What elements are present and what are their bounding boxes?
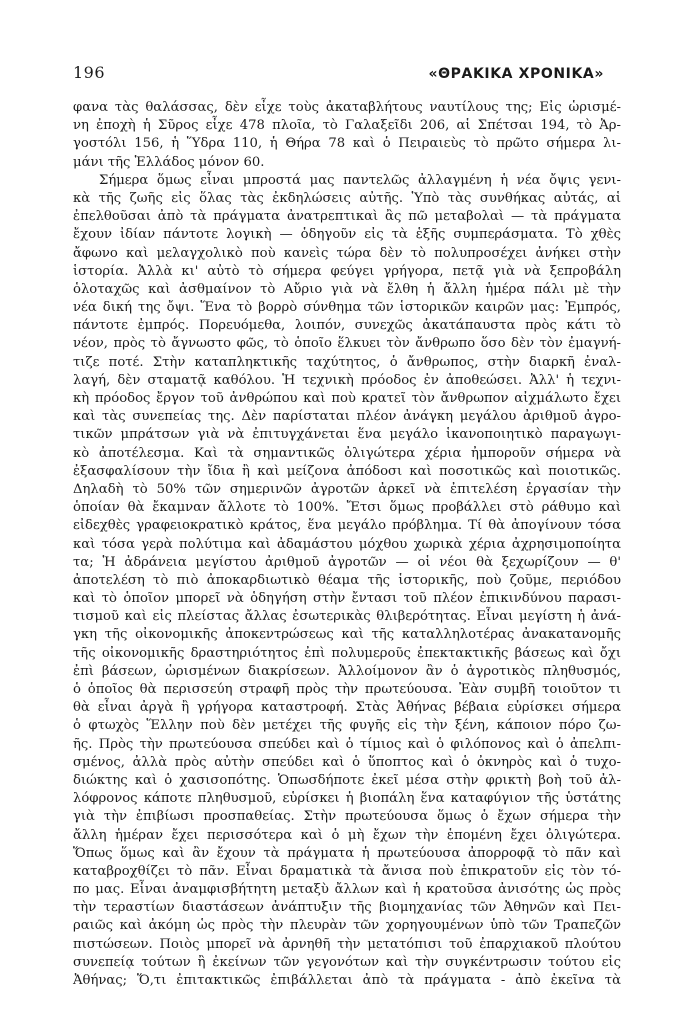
text-line: κὴ πρόοδος ἔργον τοῦ ἀνθρώπου καὶ ποὺ κρατεῖ τὸν ἄνθρωπον αἰχμάλωτο ἔχει [73, 391, 621, 406]
text-line: τα; Ἡ ἀδράνεια μεγίστου ἀριθμοῦ ἀγροτῶν — οἱ νέοι θὰ ξεχωρίζουν — θ' [73, 554, 621, 570]
text-line: ἄλλη ἡμέραν ἔχει περισσότερα καὶ ὁ μὴ ἔχων τὴν ἑπομένη ἔχει ὀλιγώτερα. [73, 827, 621, 843]
text-line: λαγή, δὲν σταματᾷ καθόλου. Ἡ τεχνικὴ πρόοδος ἐν ἀποθεώσει. Ἀλλ' ἡ τεχνι- [73, 372, 621, 388]
text-line: ὁλοταχῶς καὶ ἀσθμαίνον τὸ Αὔριο γιὰ νὰ ἔλθη ἡ ἄλλη ἡμέρα πάλι μὲ τὴν [73, 281, 621, 297]
text-line: συνεπείᾳ τούτων ἢ ἐκείνων τῶν γεγονότων καὶ τὴν συγκέντρωσιν τούτου εἰς [73, 954, 621, 970]
text-line: τισμοῦ καὶ εἰς πλείστας ἄλλας ἐσωτερικὰς θλιβερότητας. Εἶναι μεγίστη ἡ ἀνά- [73, 609, 621, 625]
text-line: γιὰ τὴν ἐπιβίωσι προσπαθείας. Στὴν πρωτεύουσα ὅμως ὁ ἔχων σήμερα τὴν [73, 809, 621, 825]
body-text [73, 99, 621, 990]
text-line: ἐξασφαλίσουν τὴν ἴδια ἢ καὶ μείζονα ἀπόδοσι καὶ ποσοτικῶς καὶ ποιοτικῶς. [73, 463, 621, 479]
text-line: λόφρονος κάποτε πληθυσμοῦ, εὑρίσκει ἡ βιοπάλη ἕνα καταφύγιον τῆς ὑστάτης [73, 791, 621, 807]
text-line: ἀποτελέση τὸ πιὸ ἀποκαρδιωτικὸ θέαμα τῆς ἱστορικῆς, ποὺ ζοῦμε, περιόδου [73, 572, 621, 588]
text-line: Ὅπως ὅμως καὶ ἂν ἔχουν τὰ πράγματα ἡ πρωτεύουσα ἀπορροφᾷ τὸ πᾶν καὶ [73, 845, 621, 861]
text-line: φανα τὰς θαλάσσας, δὲν εἶχε τοὺς ἀκαταβλήτους ναυτίλους της; Εἰς ὡρισμέ- [73, 100, 621, 115]
text-line: γοστόλι 156, ἡ Ὕδρα 110, ἡ Θήρα 78 καὶ ὁ Πειραιεὺς τὸ πρῶτο σήμερα λι- [73, 136, 621, 152]
text-line: ἄφωνο καὶ μελαγχολικὸ ποὺ κανεὶς τώρα δὲν τὸ πολυπροσέχει ἀνήκει στὴν [73, 245, 621, 261]
text-line: καταβροχθίζει τὸ πᾶν. Εἶναι δραματικὰ τὰ ἄνισα ποὺ ἐπικρατοῦν εἰς τὸν τό- [73, 863, 621, 879]
text-line: νέα δική της ὄψι. Ἕνα τὸ βορρὸ σύνθημα τῶν ἱστορικῶν καιρῶν μας: Ἐμπρός, [73, 300, 621, 316]
text-line: τικῶν μπράτσων γιὰ νὰ ἐπιτυγχάνεται ἕνα μεγάλο ἱκανοποιητικὸ παραγωγι- [73, 427, 621, 443]
text-line: ἐπὶ βάσεων, ὡρισμένων διακρίσεων. Ἀλλοίμονον ἂν ὁ ἀγροτικὸς πληθυσμός, [73, 663, 621, 679]
running-title: «ΘΡΑΚΙΚΑ ΧΡΟΝΙΚΑ» [428, 66, 604, 82]
text-line: Σήμερα ὅμως εἶναι μπροστά μας παντελῶς ἀλλαγμένη ἡ νέα ὄψις γενι- [99, 172, 621, 188]
text-line: τὴν τεραστίων διαστάσεων ἀνάπτυξιν τῆς βιομηχανίας τῶν Ἀθηνῶν καὶ Πει- [73, 900, 621, 916]
text-line: μάνι τῆς Ἑλλάδος μόνον 60. [73, 154, 265, 170]
text-line: ἱστορία. Ἀλλὰ κι' αὐτὸ τὸ σήμερα φεύγει γρήγορα, πετᾷ γιὰ νὰ ξεπροβάλη [73, 263, 621, 279]
text-line: Ἀθήνας; Ὅ,τι ἐπιτακτικῶς ἐπιβάλλεται ἀπὸ τὰ πράγματα - ἀπὸ ἐκεῖνα τὰ [73, 973, 621, 988]
text-line: νέον, πρὸς τὸ ἄγνωστο φῶς, τὸ ὁποῖο ἕλκυει τὸν ἄνθρωπο ὅσο δὲν τὸν ἐμαγνή- [73, 336, 621, 352]
text-line: κὰ τῆς ζωῆς εἰς ὅλας τὰς ἐκδηλώσεις αὐτῆς. Ὑπὸ τὰς συνθήκας αὐτάς, αἱ [73, 190, 621, 206]
text-line: τιζε ποτέ. Στὴν καταπληκτικῆς ταχύτητος, ὁ ἄνθρωπος, στὴν διαρκῆ ἐναλ- [73, 354, 621, 370]
text-line: ὁποίαν θὰ ἔκαμναν ἄλλοτε τὸ 100%. Ἔτσι ὅμως προβάλλει στὸ ράθυμο καὶ [73, 500, 621, 516]
text-line: ῆς. Πρὸς τὴν πρωτεύουσα σπεύδει καὶ ὁ τίμιος καὶ ὁ φιλόπονος καὶ ὁ ἀπελπι- [73, 736, 621, 752]
text-line: διώκτης καὶ ὁ χασισοπότης. Ὁπωσδήποτε ἐκεῖ μέσα στὴν φρικτὴ βοὴ τοῦ ἀλ- [73, 772, 621, 788]
text-line: ραιῶς καὶ ἀκόμη ὡς πρὸς τὴν πλευρὰν τῶν χορηγουμένων ὑπὸ τῶν Τραπεζῶν [73, 918, 621, 934]
text-line: πάντοτε ἐμπρός. Πορευόμεθα, λοιπόν, συνεχῶς ἀκατάπαυστα πρὸς κάτι τὸ [73, 318, 621, 334]
text-line: ὁ ὁποῖος θὰ περισσεύη στραφῆ πρὸς τὴν πρωτεύουσα. Ἐὰν συμβῆ τοιοῦτον τι [73, 682, 621, 697]
page-number: 196 [73, 63, 106, 82]
text-line: ὁ φτωχὸς Ἕλλην ποὺ δὲν μετέχει τῆς φυγῆς εἰς τὴν ξένη, κάποιον πόρο ζω- [73, 718, 621, 734]
text-line: καὶ τὸ ὁποῖον μπορεῖ νὰ ὁδηγήση στὴν ἔντασι τοῦ πλέον ἐπικινδύνου παρασι- [73, 591, 621, 607]
text-line: καὶ τὰς συνεπείας της. Δὲν παρίσταται πλέον ἀνάγκη μεγάλου ἀριθμοῦ ἀγρο- [73, 409, 621, 425]
text-line: πιστώσεων. Ποιὸς μπορεῖ νὰ ἀρνηθῆ τὴν μετατόπισι τοῦ ἐπαρχιακοῦ πλούτου [73, 936, 621, 952]
text-line: Δηλαδὴ τὸ 50% τῶν σημερινῶν ἀγροτῶν ἀρκεῖ νὰ ἐπιτελέση ἐργασίαν τὴν [73, 481, 621, 497]
text-line: τῆς οἰκονομικῆς δραστηριότητος ἐπὶ πολυμεροῦς ἐπεκτακτικῆς βάσεως καὶ ὄχι [73, 645, 621, 661]
text-line: καὶ τόσα γερὰ πολύτιμα καὶ ἀδαμάστου μόχθου χωρικὰ χέρια ἀχρησιμοποίητα [73, 536, 621, 552]
text-line: ἐπελθοῦσαι ἀπὸ τὰ πράγματα ἀνατρεπτικαὶ ἂς πῶ μεταβολαὶ — τὰ πράγματα [73, 209, 621, 225]
text-line: εἰδεχθὲς γραφειοκρατικὸ κράτος, ἕνα μεγάλο πρόβλημα. Τί θὰ ἀπογίνουν τόσα [73, 518, 621, 534]
text-line: ἔχουν ἰδίαν πάντοτε λογικὴ — ὁδηγοῦν εἰς τὰ ἑξῆς συμπεράσματα. Τὸ χθὲς [73, 227, 621, 243]
text-line: γκη τῆς οἰκονομικῆς ἀποκεντρώσεως καὶ τῆς καταλληλοτέρας ἀνακατανομῆς [73, 627, 621, 643]
page-header [73, 63, 604, 85]
text-line: κὸ ἀποτέλεσμα. Καὶ τὰ σημαντικῶς ὀλιγώτερα χέρια ἠμποροῦν σήμερα νὰ [73, 445, 621, 461]
text-line: νη ἐποχὴ ἡ Σῦρος εἶχε 478 πλοῖα, τὸ Γαλαξεῖδι 206, αἱ Σπέτσαι 194, τὸ Ἀρ- [73, 118, 621, 134]
text-line: θὰ εἶναι ἀργὰ ἢ γρήγορα καταστροφή. Στὰς Ἀθήνας βέβαια εὑρίσκει σήμερα [73, 700, 621, 716]
text-line: πο μας. Εἶναι ἀναμφισβήτητη μεταξὺ ἄλλων καὶ ἡ κρατοῦσα ἀνισότης ὡς πρὸς [73, 882, 621, 898]
text-line: σμένος, ἀλλὰ πρὸς αὐτὴν σπεύδει καὶ ὁ ὕποπτος καὶ ὁ ὀκνηρὸς καὶ ὁ τυχο- [73, 754, 621, 770]
